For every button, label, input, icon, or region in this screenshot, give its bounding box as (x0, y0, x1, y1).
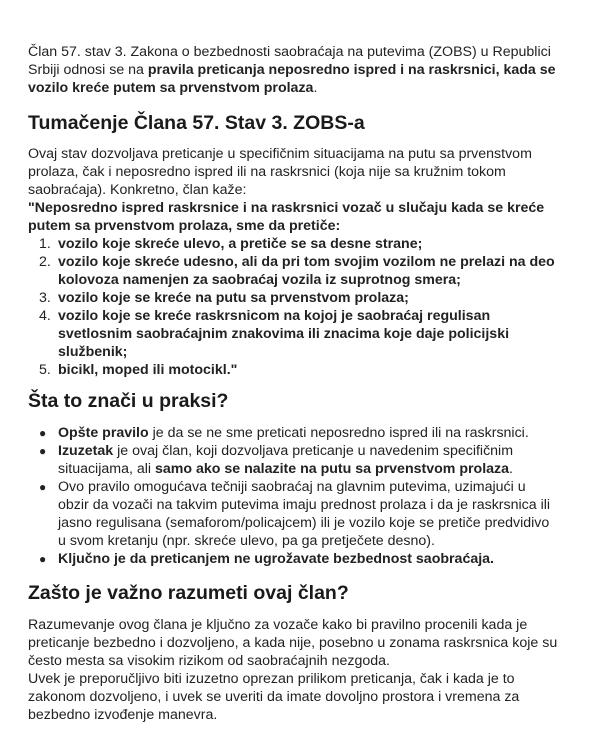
item-number: 4. (39, 308, 51, 324)
heading-praksi: Šta to znači u praksi? (28, 390, 229, 412)
item-rest: je da se ne sme preticati neposredno ispred ili na raskrsnici. (148, 425, 529, 441)
list-item (28, 361, 559, 379)
heading-zasto: Zašto je važno razumeti ovaj član? (28, 582, 349, 604)
section1-paragraph: Ovaj stav dozvoljava preticanje u specifičnim situacijama na putu sa prvenstvom prolaza, čak i neposredno ispred ili na raskrsnici (koja nije sa kružnim tokom saobraćaja). Konkretno, član kaže: (28, 146, 532, 198)
bullet-icon: ● (39, 480, 47, 494)
item-end: . (509, 461, 513, 477)
item-number: 3. (39, 290, 51, 306)
list-item (28, 424, 559, 442)
list-item (28, 442, 559, 478)
law-quote (28, 199, 559, 235)
list-item (28, 253, 559, 289)
item-text: vozilo koje se kreće na putu sa prvenstvom prolaza; (58, 290, 409, 306)
list-item (28, 550, 559, 568)
intro-text: Član 57. stav 3. Zakona o bezbednosti saobraćaja na putevima (ZOBS) u Republici Srbiji odnosi se na (28, 44, 551, 78)
bold-term: Izuzetak (58, 443, 114, 459)
intro-bold: pravila preticanja neposredno ispred i na raskrsnici, kada se vozilo kreće putem sa prvenstvom prolaza (28, 62, 556, 96)
law-quote-text: "Neposredno ispred raskrsnice i na raskrsnici vozač u slučaju kada se kreće putem sa prvenstvom prolaza, sme da pretiče: (28, 200, 545, 234)
bold-key-point: Ključno je da preticanjem ne ugrožavate bezbednost saobraćaja. (58, 551, 494, 567)
bold-condition: samo ako se nalazite na putu sa prvenstvom prolaza (155, 461, 510, 477)
section3-paragraph-2: Uvek je preporučljivo biti izuzetno oprezan prilikom preticanja, čak i kada je to zakonom dozvoljeno, i uvek se uveriti da imate dovoljno prostora i vremena za bezbedno izvođenje manevra. (28, 671, 520, 723)
bold-term: Opšte pravilo (58, 425, 149, 441)
bullet-icon: ● (39, 426, 47, 440)
section3-paragraph-1: Razumevanje ovog člana je ključno za vozače kako bi pravilno procenili kada je preticanje bezbedno i dozvoljeno, a kada nije, posebno u zonama raskrsnica koje su često mesta sa visokim rizikom od saobraćajnih nezgoda. (28, 617, 558, 669)
item-text: Ovo pravilo omogućava tečniji saobraćaj na glavnim putevima, uzimajući u obzir da vozači na takvim putevima imaju prednost prolaza i da je raskrsnica ili jasno regulisana (semaforom/policajcem) ili je vozilo koje se pretiče predvidivo u svom kretanju (npr. skreće ulevo, pa ga pretječete desno). (58, 479, 551, 549)
intro-end: . (313, 80, 318, 96)
list-item (28, 289, 559, 307)
item-number: 2. (39, 254, 51, 270)
item-number: 5. (39, 362, 51, 378)
item-text: vozilo koje skreće udesno, ali da pri tom svojim vozilom ne prelazi na deo kolovoza namenjen za saobraćaj vozila iz suprotnog smera; (58, 254, 555, 288)
item-text (58, 442, 559, 478)
list-item (28, 307, 559, 361)
item-text: bicikl, moped ili motocikl." (58, 362, 238, 378)
item-number: 1. (39, 236, 51, 252)
item-text: vozilo koje skreće ulevo, a pretiče se sa desne strane; (58, 236, 423, 252)
list-item (28, 478, 559, 550)
practice-list (28, 424, 559, 568)
heading-tumacenje: Tumačenje Člana 57. Stav 3. ZOBS-a (28, 112, 365, 134)
exception-list (28, 235, 559, 379)
bullet-icon: ● (39, 444, 47, 458)
item-text (58, 424, 559, 442)
list-item (28, 235, 559, 253)
intro-paragraph (28, 43, 559, 97)
item-text (58, 550, 559, 568)
item-rest: je ovaj član, koji dozvoljava preticanje u navedenim specifičnim situacijama, ali (58, 443, 514, 477)
item-text: vozilo koje se kreće raskrsnicom na kojoj je saobraćaj regulisan svetlosnim saobraćajnim znakovima ili znacima koje daje policijski službenik; (58, 308, 510, 360)
bullet-icon: ● (39, 552, 47, 566)
